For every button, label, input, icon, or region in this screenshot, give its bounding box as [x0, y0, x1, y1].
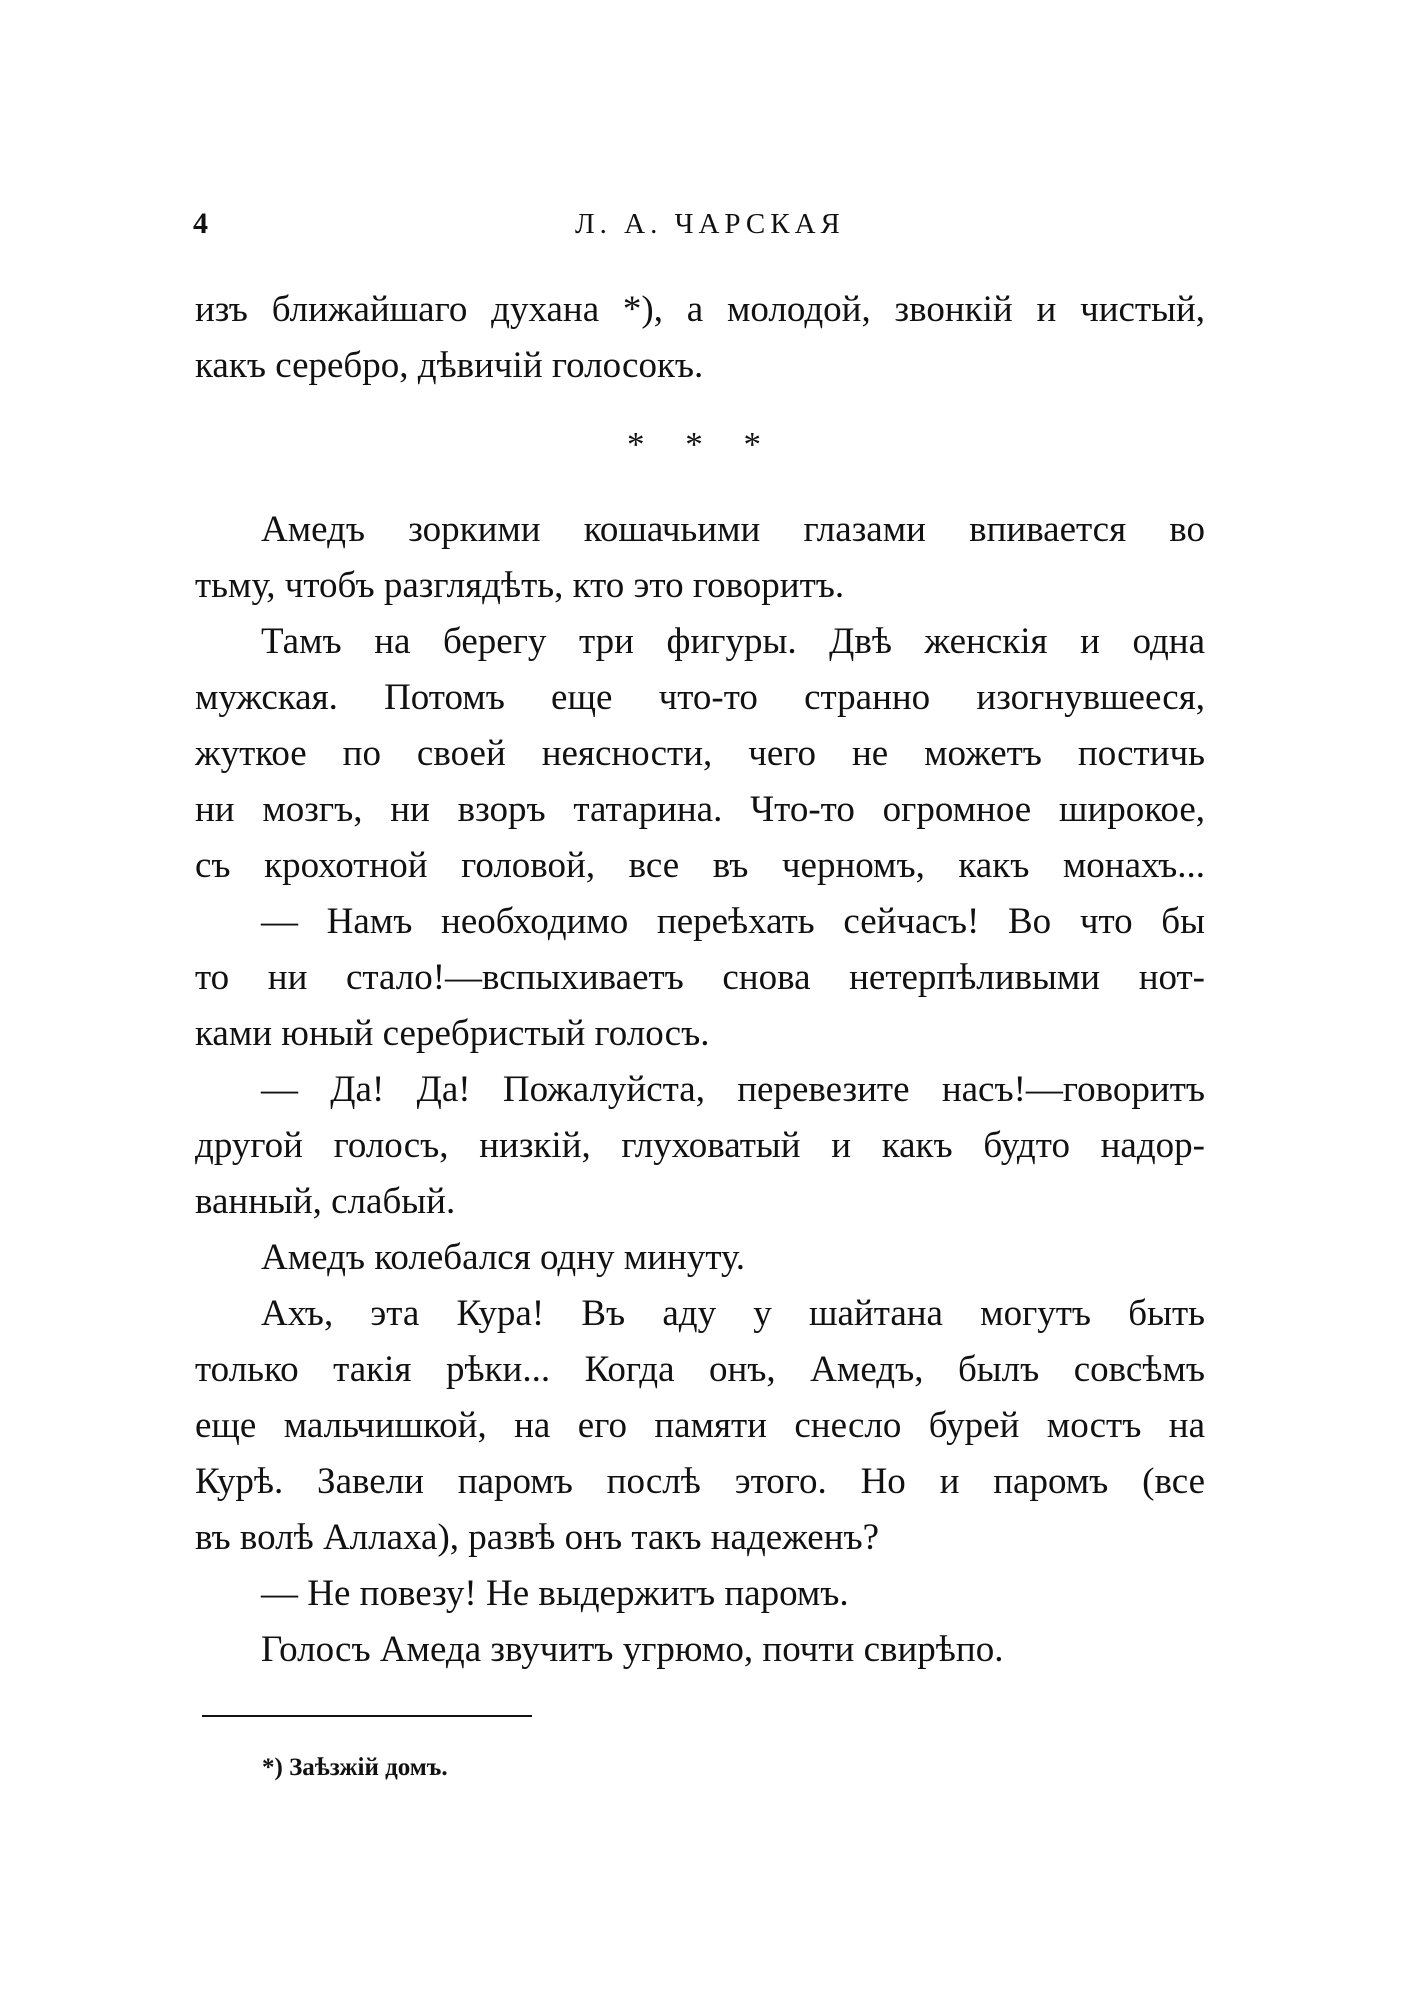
footnote: *) Заѣзжій домъ.	[262, 1754, 448, 1781]
text-line: Ахъ, эта Кура! Въ аду у шайтана могутъ быть	[261, 1293, 1205, 1334]
text-line: мужская. Потомъ еще что-то странно изогнувшееся,	[195, 677, 1205, 718]
text-line: Голосъ Амеда звучитъ угрюмо, почти свирѣпо.	[261, 1629, 1004, 1670]
text-line: изъ ближайшаго духана *), а молодой, звонкій и чистый,	[195, 289, 1205, 330]
text-line: — Не повезу! Не выдержитъ паромъ.	[261, 1573, 849, 1614]
text-line: другой голосъ, низкій, глуховатый и какъ будто надор-	[195, 1125, 1205, 1166]
text-line: — Намъ необходимо переѣхать сейчасъ! Во что бы	[261, 901, 1205, 942]
text-line: только такія рѣки... Когда онъ, Амедъ, былъ совсѣмъ	[195, 1349, 1205, 1390]
text-line: Амедъ колебался одну минуту.	[261, 1237, 746, 1278]
text-line: еще мальчишкой, на его памяти снесло бурей мостъ на	[195, 1405, 1205, 1446]
text-line: ванный, слабый.	[195, 1181, 456, 1222]
text-line: Курѣ. Завели паромъ послѣ этого. Но и паромъ (все	[195, 1461, 1205, 1502]
text-line: съ крохотной головой, все въ черномъ, какъ монахъ...	[195, 845, 1205, 886]
text-line: тьму, чтобъ разглядѣть, кто это говоритъ.	[195, 565, 845, 606]
page-number: 4	[193, 207, 208, 240]
text-line: ками юный серебристый голосъ.	[195, 1013, 710, 1054]
text-line: ни мозгъ, ни взоръ татарина. Что-то огромное широкое,	[195, 789, 1205, 830]
running-head: Л. А. ЧАРСКАЯ	[575, 208, 845, 240]
footnote-rule	[202, 1715, 532, 1717]
text-line: Амедъ зоркими кошачьими глазами впивается во	[261, 509, 1205, 550]
main-text	[195, 502, 1205, 1678]
text-line: то ни стало!—вспыхиваетъ снова нетерпѣливыми нот-	[195, 957, 1205, 998]
section-asterism: * * *	[627, 425, 777, 464]
text-line: какъ серебро, дѣвичій голосокъ.	[195, 345, 704, 386]
text-line: въ волѣ Аллаха), развѣ онъ такъ надеженъ?	[195, 1517, 880, 1558]
opening-text	[195, 282, 1205, 394]
text-line: — Да! Да! Пожалуйста, перевезите насъ!—говоритъ	[261, 1069, 1205, 1110]
text-line: жуткое по своей неясности, чего не можетъ постичь	[195, 733, 1205, 774]
text-line: Тамъ на берегу три фигуры. Двѣ женскія и одна	[261, 621, 1205, 662]
